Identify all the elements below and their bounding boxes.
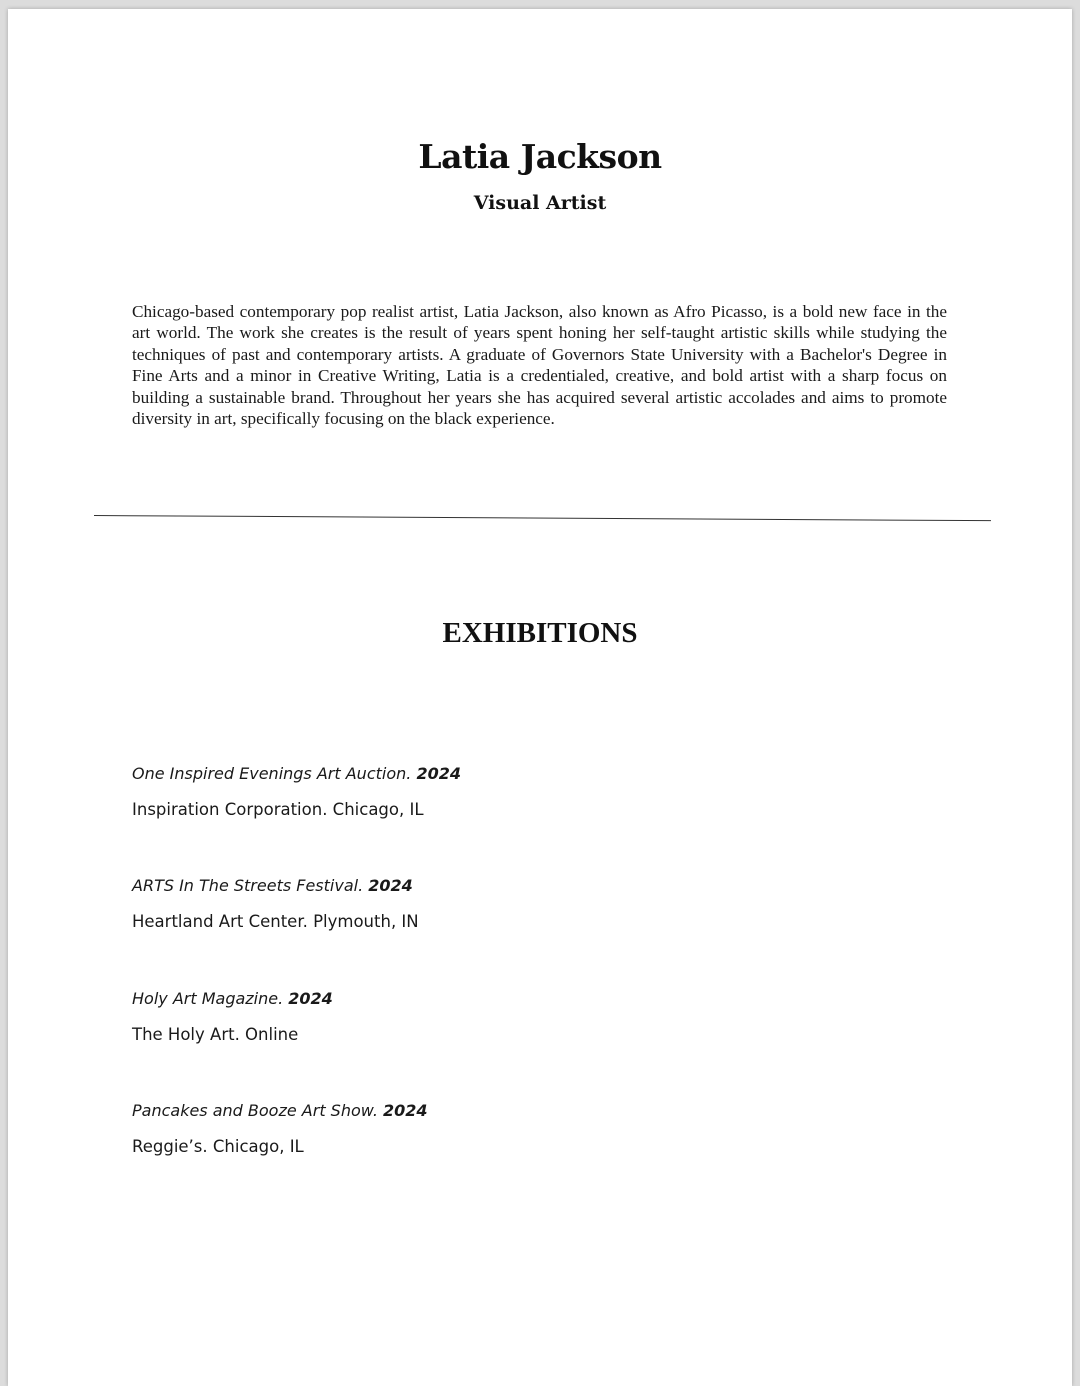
exhibitions-heading: EXHIBITIONS — [442, 617, 638, 649]
exhibition-venue: The Holy Art. Online — [132, 1024, 299, 1044]
exhibition-year: 2024 — [416, 764, 461, 783]
exhibition-item — [132, 1098, 932, 1210]
exhibition-title: Pancakes and Booze Art Show. — [132, 1100, 378, 1120]
exhibitions-list — [132, 761, 932, 1210]
exhibition-year: 2024 — [368, 876, 413, 896]
exhibition-venue: Heartland Art Center. Plymouth, IN — [132, 912, 419, 932]
exhibition-title: Holy Art Magazine. — [132, 988, 284, 1008]
exhibition-item — [132, 986, 932, 1098]
exhibition-item — [132, 873, 932, 985]
artist-bio: Chicago-based contemporary pop realist artist, Latia Jackson, also known as Afro Picasso, is a bold new face in the art world. The work she creates is the result of years spent honing her self-taught artistic skills while studying the techniques of past and contemporary artists. A graduate of Governors State University with a Bachelor's Degree in Fine Arts and a minor in Creative Writing, Latia is a credentialed, creative, and bold artist with a sharp focus on building a sustainable brand. Throughout her years she has acquired several artistic accolades and aims to promote diversity in art, specifically focusing on the black experience. — [132, 302, 947, 429]
exhibition-title-line — [132, 1098, 932, 1124]
document-page — [8, 9, 1072, 1386]
exhibition-item — [132, 761, 932, 873]
section-divider — [94, 515, 991, 521]
exhibition-title-line — [132, 873, 932, 899]
exhibition-title-line — [132, 761, 932, 787]
exhibition-title: One Inspired Evenings Art Auction. — [132, 764, 412, 783]
artist-role: Visual Artist — [473, 192, 607, 214]
exhibition-venue: Inspiration Corporation. Chicago, IL — [132, 800, 424, 819]
exhibition-year: 2024 — [288, 988, 333, 1008]
exhibition-year: 2024 — [383, 1100, 428, 1120]
artist-name: Latia Jackson — [418, 137, 662, 176]
exhibition-title-line — [132, 986, 932, 1012]
exhibition-venue: Reggie’s. Chicago, IL — [132, 1136, 304, 1156]
exhibition-title: ARTS In The Streets Festival. — [132, 876, 364, 896]
